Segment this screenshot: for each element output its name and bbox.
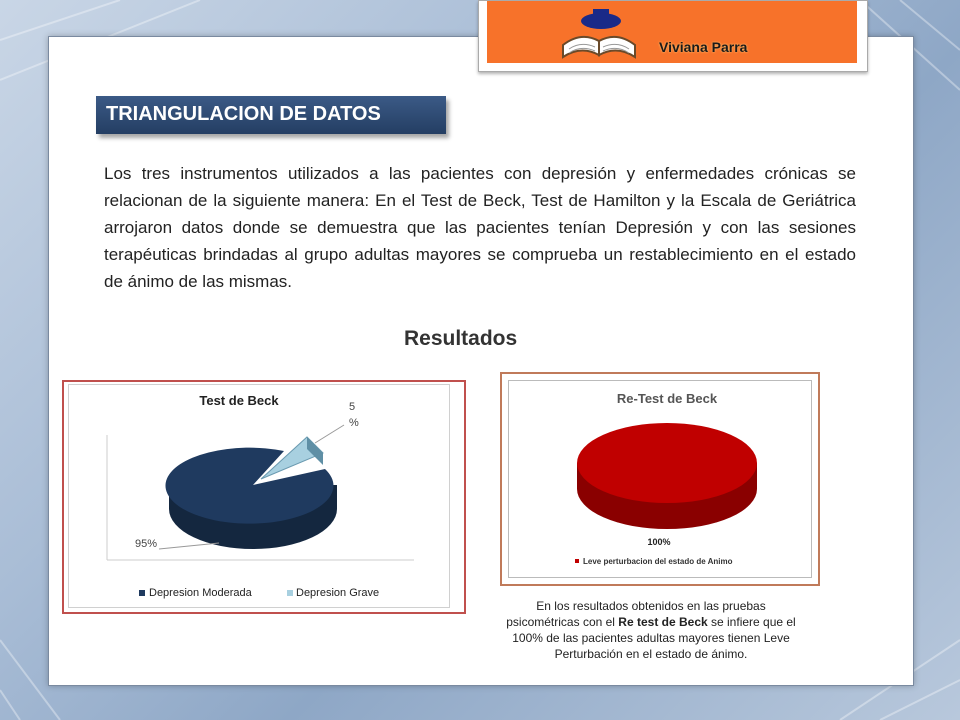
caption-bold: Re test de Beck [618, 615, 708, 629]
legend-swatch-leve [575, 559, 579, 563]
section-title-text: TRIANGULACION DE DATOS [106, 103, 381, 125]
chart1-title: Test de Beck [199, 393, 279, 408]
label-leve: 100% [647, 537, 671, 547]
pie-slice-leve [577, 423, 757, 503]
legend-swatch-moderada [139, 590, 145, 596]
test-beck-chart-inner [68, 384, 450, 608]
body-paragraph: Los tres instrumentos utilizados a las pacientes con depresión y enfermedades crónicas se relacionan de la siguiente manera: En el Test de Beck, Test de Hamilton y la Escala de Geriátrica arrojaron datos donde se demuestra que las pacientes tenían Depresión y con las sesiones terapéuticas brindadas al grupo adultas mayores se comprueba un restablecimiento en el estado de ánimo de las mismas. [104, 164, 856, 291]
book-logo-icon [549, 1, 649, 61]
legend-label-moderada: Depresion Moderada [149, 587, 252, 599]
header-banner [487, 1, 857, 63]
caption-part2: se infiere que el 100% de las pacientes adultas mayores tienen Leve Perturbación en el estado de ánimo. [512, 615, 796, 661]
label-grave-line1: 5 [349, 401, 356, 413]
retest-beck-pie-chart [509, 381, 811, 577]
retest-beck-chart-frame [500, 372, 820, 586]
test-beck-pie-chart [69, 385, 449, 607]
legend-label-leve: Leve perturbacion del estado de Animo [583, 557, 733, 566]
retest-beck-chart-inner [508, 380, 812, 578]
section-title [96, 96, 446, 134]
label-moderada: 95% [135, 538, 158, 550]
header-logo-box [478, 0, 868, 72]
test-beck-chart-frame [62, 380, 466, 614]
label-grave-line2: % [349, 417, 359, 429]
legend-swatch-grave [287, 590, 293, 596]
chart2-title: Re-Test de Beck [616, 391, 718, 406]
caption-part1: En los resultados obtenidos en las pruebas psicométricas con el [506, 599, 766, 629]
legend-label-grave: Depresion Grave [296, 587, 380, 599]
results-heading: Resultados [404, 327, 518, 350]
results-caption [498, 598, 804, 662]
author-name: Viviana Parra [659, 39, 748, 55]
